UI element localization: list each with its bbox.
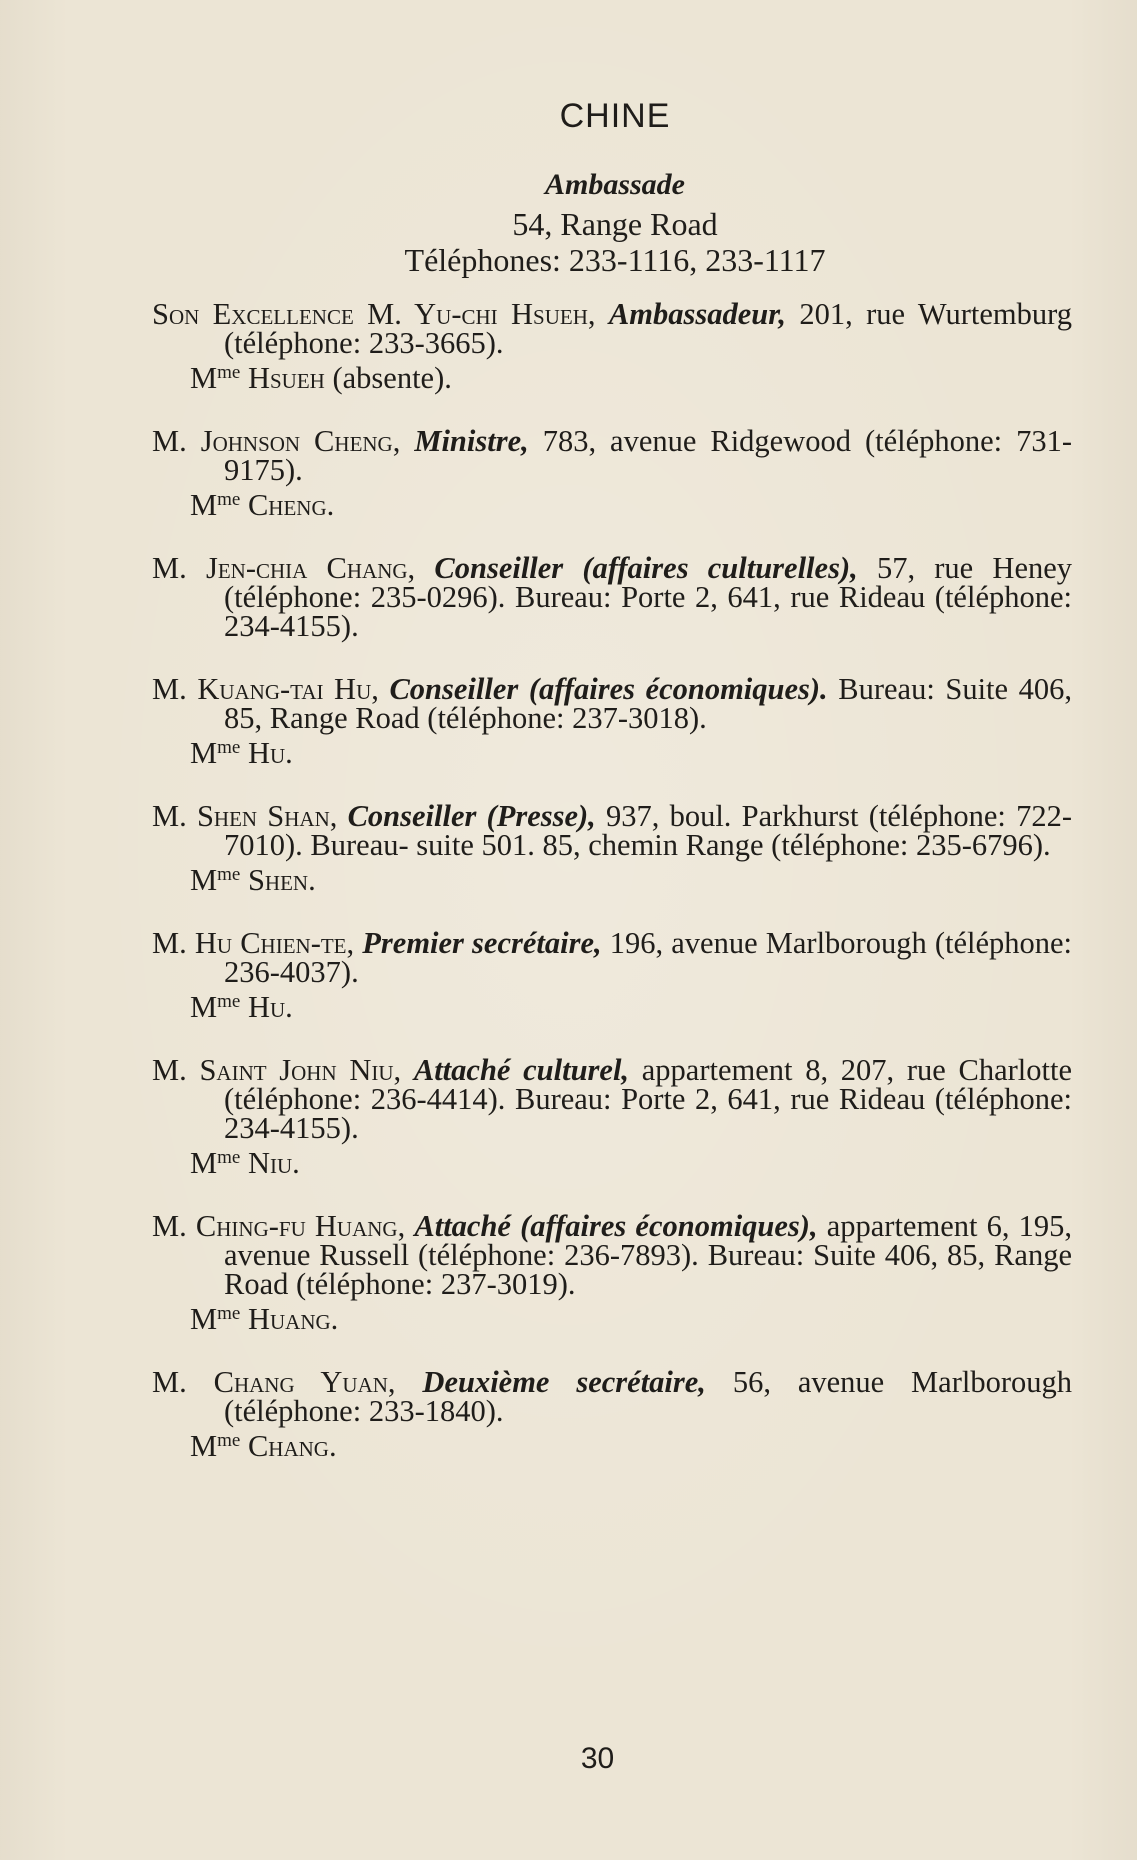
spouse-line (152, 990, 1072, 1024)
section-title: Ambassade (544, 168, 685, 201)
page-number: 30 (580, 1742, 615, 1775)
spouse-line (152, 1302, 1072, 1336)
spouse-line (152, 1429, 1072, 1463)
entry-prefix: M. (152, 799, 197, 833)
spouse-honorific: M (190, 1146, 218, 1180)
person-details: 56, avenue Marlborough (téléphone: 233-1840). (224, 1365, 1073, 1428)
person-name: Johnson Cheng, (200, 424, 401, 458)
person-details: 201, rue Wurtemburg (téléphone: 233-3665). (224, 297, 1072, 360)
spouse-line (152, 736, 1072, 770)
entry-prefix: M. (152, 1053, 200, 1087)
staff-list (152, 297, 1073, 1495)
spouse-name: Niu. (247, 1146, 300, 1180)
spouse-note: (absente). (324, 361, 452, 395)
staff-entry (152, 799, 1073, 897)
staff-entry (152, 297, 1072, 395)
staff-entry (152, 672, 1073, 770)
staff-entry (152, 1053, 1072, 1180)
person-name: Yu-chi Hsueh, (414, 297, 596, 331)
entry-text (152, 672, 1073, 735)
person-details: appartement 6, 195, avenue Russell (téléphone: 236-7893). Bureau: Suite 406, 85, Range Road (téléphone: 237-3019). (224, 1209, 1073, 1301)
embassy-address: 54, Range Road (512, 206, 718, 242)
person-title: Conseiller (affaires économiques). (389, 672, 828, 706)
staff-entry (152, 424, 1073, 522)
entry-prefix: M. (152, 672, 198, 706)
spouse-name: Chang. (247, 1429, 337, 1463)
spouse-honorific: M (190, 736, 218, 770)
person-details: appartement 8, 207, rue Charlotte (téléphone: 236-4414). Bureau: Porte 2, 641, rue Rideau (téléphone: 234-4155). (224, 1053, 1072, 1145)
person-title: Premier secrétaire, (362, 926, 602, 960)
person-name: Jen-chia Chang, (205, 551, 416, 585)
country-heading: CHINE (559, 97, 671, 135)
person-title: Ministre, (414, 424, 529, 458)
embassy-phones: Téléphones: 233-1116, 233-1117 (404, 242, 826, 278)
person-name: Ching-fu Huang, (195, 1209, 406, 1243)
spouse-line (152, 863, 1072, 897)
spouse-name: Hu. (247, 736, 293, 770)
person-title: Conseiller (affaires culturelles), (434, 551, 858, 585)
spouse-honorific-sup: me (217, 1303, 241, 1324)
person-name: Saint John Niu, (199, 1053, 402, 1087)
entry-text (152, 1053, 1072, 1145)
entry-prefix: M. (152, 424, 201, 458)
spouse-honorific: M (190, 488, 218, 522)
spouse-name: Hsueh (247, 361, 325, 395)
person-name: Chang Yuan, (213, 1365, 396, 1399)
staff-entry (152, 551, 1073, 643)
spouse-name: Cheng. (247, 488, 335, 522)
person-title: Conseiller (Presse), (347, 799, 596, 833)
spouse-honorific-sup: me (217, 1430, 241, 1451)
spouse-honorific: M (190, 1302, 218, 1336)
person-title: Attaché (affaires économiques), (414, 1209, 818, 1243)
entry-text (152, 1209, 1073, 1301)
person-details: 937, boul. Parkhurst (téléphone: 722-7010). Bureau- suite 501. 85, chemin Range (téléphone: 235-6796). (224, 799, 1073, 862)
spouse-name: Huang. (247, 1302, 339, 1336)
entry-prefix: M. (152, 926, 195, 960)
entry-text (152, 799, 1073, 862)
spouse-honorific: M (190, 1429, 218, 1463)
person-details: Bureau: Suite 406, 85, Range Road (téléphone: 237-3018). (224, 672, 1073, 735)
spouse-honorific-sup: me (217, 362, 241, 383)
staff-entry (152, 1209, 1073, 1336)
spouse-honorific: M (190, 990, 218, 1024)
spouse-line (152, 361, 1072, 395)
spouse-honorific-sup: me (217, 737, 241, 758)
staff-entry (152, 1365, 1073, 1463)
spouse-name: Shen. (247, 863, 316, 897)
entry-prefix: M. (152, 1209, 196, 1243)
person-name: Hu Chien-te, (194, 926, 355, 960)
entry-prefix: M. (152, 551, 206, 585)
spouse-honorific-sup: me (217, 864, 241, 885)
spouse-name: Hu. (247, 990, 293, 1024)
spouse-honorific: M (190, 863, 218, 897)
entry-text (152, 926, 1073, 989)
person-details: 196, avenue Marlborough (téléphone: 236-4037). (224, 926, 1073, 989)
spouse-line (152, 1146, 1072, 1180)
person-name: Kuang-tai Hu, (197, 672, 379, 706)
person-details: 57, rue Heney (téléphone: 235-0296). Bureau: Porte 2, 641, rue Rideau (téléphone: 234-4155). (224, 551, 1073, 643)
entry-text (152, 551, 1073, 643)
person-title: Deuxième secrétaire, (422, 1365, 706, 1399)
person-title: Ambassadeur, (608, 297, 787, 331)
entry-prefix: M. (152, 1365, 214, 1399)
entry-text (152, 424, 1073, 487)
person-details: 783, avenue Ridgewood (téléphone: 731-9175). (224, 424, 1073, 487)
spouse-honorific-sup: me (217, 991, 241, 1012)
staff-entry (152, 926, 1073, 1024)
entry-text (152, 297, 1072, 360)
person-name: Shen Shan, (196, 799, 338, 833)
spouse-honorific-sup: me (217, 1147, 241, 1168)
spouse-honorific-sup: me (217, 489, 241, 510)
entry-text (152, 1365, 1073, 1428)
entry-prefix: Son Excellence M. (152, 297, 415, 331)
spouse-line (152, 488, 1072, 522)
spouse-honorific: M (190, 361, 218, 395)
person-title: Attaché culturel, (413, 1053, 630, 1087)
